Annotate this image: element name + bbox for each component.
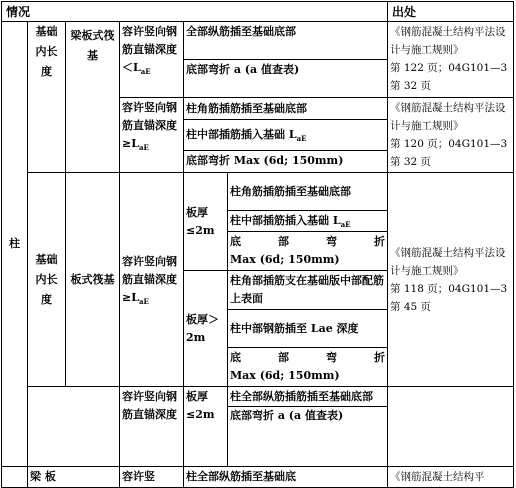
source-cell: 《钢筋混凝土结构平法设计与施工规则》 第 122 页；04G101—3 第 32 页 bbox=[388, 22, 514, 98]
bottom-cell: 梁 板 bbox=[28, 467, 120, 488]
detail-cell: 柱中部钢筋插至 Lae 深度 bbox=[228, 310, 388, 348]
bottom-cell: 柱全部纵筋插至基础底 bbox=[184, 467, 388, 488]
foundation-type: 梁板式筏基 bbox=[66, 22, 120, 173]
source-cell bbox=[388, 387, 514, 467]
condition-label: 容许竖向钢筋直锚深度$\ge L_{aE}$ bbox=[120, 173, 184, 387]
detail-cell: 柱中部插筋插入基础 $L_{aE}$ bbox=[184, 120, 388, 150]
spacer-cell bbox=[28, 387, 120, 467]
header-source: 出处 bbox=[388, 2, 514, 22]
detail-cell: 底部弯折 Max (6d; 150mm) bbox=[228, 232, 388, 271]
table-row bbox=[2, 173, 514, 211]
detail-cell: 底部弯折 Max (6d; 150mm) bbox=[184, 150, 388, 172]
table-row bbox=[2, 387, 514, 467]
column-label: 柱 bbox=[2, 22, 28, 467]
header-situation: 情况 bbox=[2, 2, 388, 22]
thickness-label: 板厚＞2m bbox=[184, 271, 228, 387]
condition-label: 容许竖向钢筋直锚深度$<L_{aE}$ bbox=[120, 22, 184, 98]
detail-cell: 底部弯折 Max (6d; 150mm) bbox=[228, 348, 388, 387]
thickness-label: 板厚≤2m bbox=[184, 387, 228, 467]
detail-cell: 柱中部插筋插入基础 $L_{aE}$ bbox=[228, 211, 388, 232]
source-cell: 《钢筋混凝土结构平法设计与施工规则》 第 120 页；04G101—3 第 32 页 bbox=[388, 98, 514, 173]
detail-cell: 柱全部纵筋插筋插至基础底部 底部弯折 a (a 值查表) bbox=[228, 387, 388, 467]
anchorage-table bbox=[1, 1, 514, 488]
bottom-cell: 容许竖 bbox=[120, 467, 184, 488]
thickness-label: 板厚≤2m bbox=[184, 173, 228, 271]
detail-cell: 全部纵筋插至基础底部 bbox=[184, 22, 388, 60]
bottom-cell: 《钢筋混凝土结构平 bbox=[388, 467, 514, 488]
bottom-cell bbox=[2, 467, 28, 488]
table-row bbox=[2, 22, 514, 60]
foundation-type: 板式筏基 bbox=[66, 173, 120, 387]
detail-cell: 柱角筋插筋插至基础底部 bbox=[184, 98, 388, 120]
detail-cell: 柱角筋插筋插至基础底部 bbox=[228, 173, 388, 211]
section-label: 基础内长度 bbox=[28, 173, 66, 387]
section-label: 基础内长度 bbox=[28, 22, 66, 173]
header-row bbox=[2, 2, 514, 22]
source-cell: 《钢筋混凝土结构平法设计与施工规则》 第 118 页；04G101—3 第 45 页 bbox=[388, 173, 514, 387]
condition-label: 容许竖向钢筋直锚深度 bbox=[120, 387, 184, 467]
detail-cell: 柱角部插筋支在基础版中部配筋上表面 bbox=[228, 271, 388, 310]
condition-label: 容许竖向钢筋直锚深度$\ge L_{aE}$ bbox=[120, 98, 184, 173]
detail-cell: 底部弯折 a (a 值查表) bbox=[184, 60, 388, 98]
table-row bbox=[2, 467, 514, 488]
